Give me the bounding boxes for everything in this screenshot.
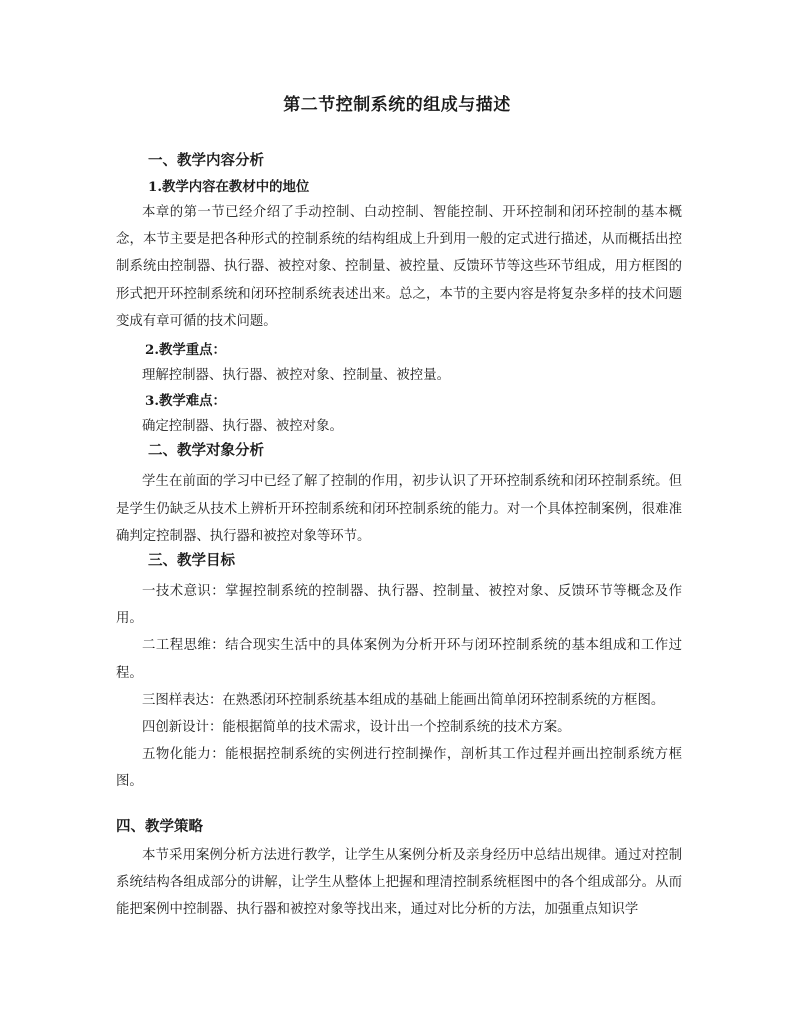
paragraph-teaching-strategy: 本节采用案例分析方法进行教学，让学生从案例分析及亲身经历中总结出规律。通过对控制系统结构各组成部分的讲解，让学生从整体上把握和理清控制系统框图中的各个组成部分。从而能把案例中控制器、执行器和被控对象等找出来，通过对比分析的方法，加强重点知识学	[116, 847, 682, 918]
paragraph-key-points: 理解控制器、执行器、被控对象、控制量、被控量。	[142, 368, 450, 384]
paragraph-difficult-points: 确定控制器、执行器、被控对象。	[142, 419, 343, 435]
subheading-textbook-position: 1.教学内容在教材中的地位	[148, 179, 310, 195]
goal-innovative-design: 四创新设计：能根据简单的技术需求，设计出一个控制系统的技术方案。	[142, 720, 571, 736]
goal-graphic-expression: 三图样表达：在熟悉闭环控制系统基本组成的基础上能画出简单闭环控制系统的方框图。	[142, 692, 665, 708]
subheading-difficult-points: 3.教学难点：	[145, 393, 226, 410]
section-heading-teaching-goals: 三、教学目标	[148, 553, 235, 570]
goal-engineering-thinking: 二工程思维：结合现实生活中的具体案例为分析开环与闭环控制系统的基本组成和工作过程。	[116, 638, 682, 681]
document-title: 第二节控制系统的组成与描述	[283, 95, 511, 115]
goal-technical-awareness: 一技术意识：掌握控制系统的控制器、执行器、控制量、被控对象、反馈环节等概念及作用。	[116, 584, 682, 627]
document-body	[116, 150, 682, 923]
subheading-key-points: 2.教学重点：	[145, 342, 226, 359]
section-spacer	[116, 796, 682, 816]
paragraph-student-analysis: 学生在前面的学习中已经了解了控制的作用，初步认识了开环控制系统和闭环控制系统。但是学生仍缺乏从技术上辨析开环控制系统和闭环控制系统的能力。对一个具体控制案例，很难准确判定控制器、执行器和被控对象等环节。	[116, 474, 682, 544]
goal-materialization-ability: 五物化能力：能根据控制系统的实例进行控制操作，剖析其工作过程并画出控制系统方框图。	[116, 747, 682, 790]
section-heading-teaching-strategy: 四、教学策略	[116, 818, 203, 835]
paragraph-textbook-position: 本章的第一节已经介绍了手动控制、白动控制、智能控制、开环控制和闭环控制的基本概念，本节主要是把各种形式的控制系统的结构组成上升到用一般的定式进行描述，从而概括出控制系统由控制器、执行器、被控对象、控制量、被控量、反馈环节等这些环节组成，用方框图的形式把开环控制系统和闭环控制系统表述出来。总之，本节的主要内容是将复杂多样的技术问题变成有章可循的技术问题。	[116, 205, 682, 329]
section-heading-content-analysis: 一、教学内容分析	[148, 153, 264, 169]
section-heading-student-analysis: 二、教学对象分析	[148, 443, 264, 460]
